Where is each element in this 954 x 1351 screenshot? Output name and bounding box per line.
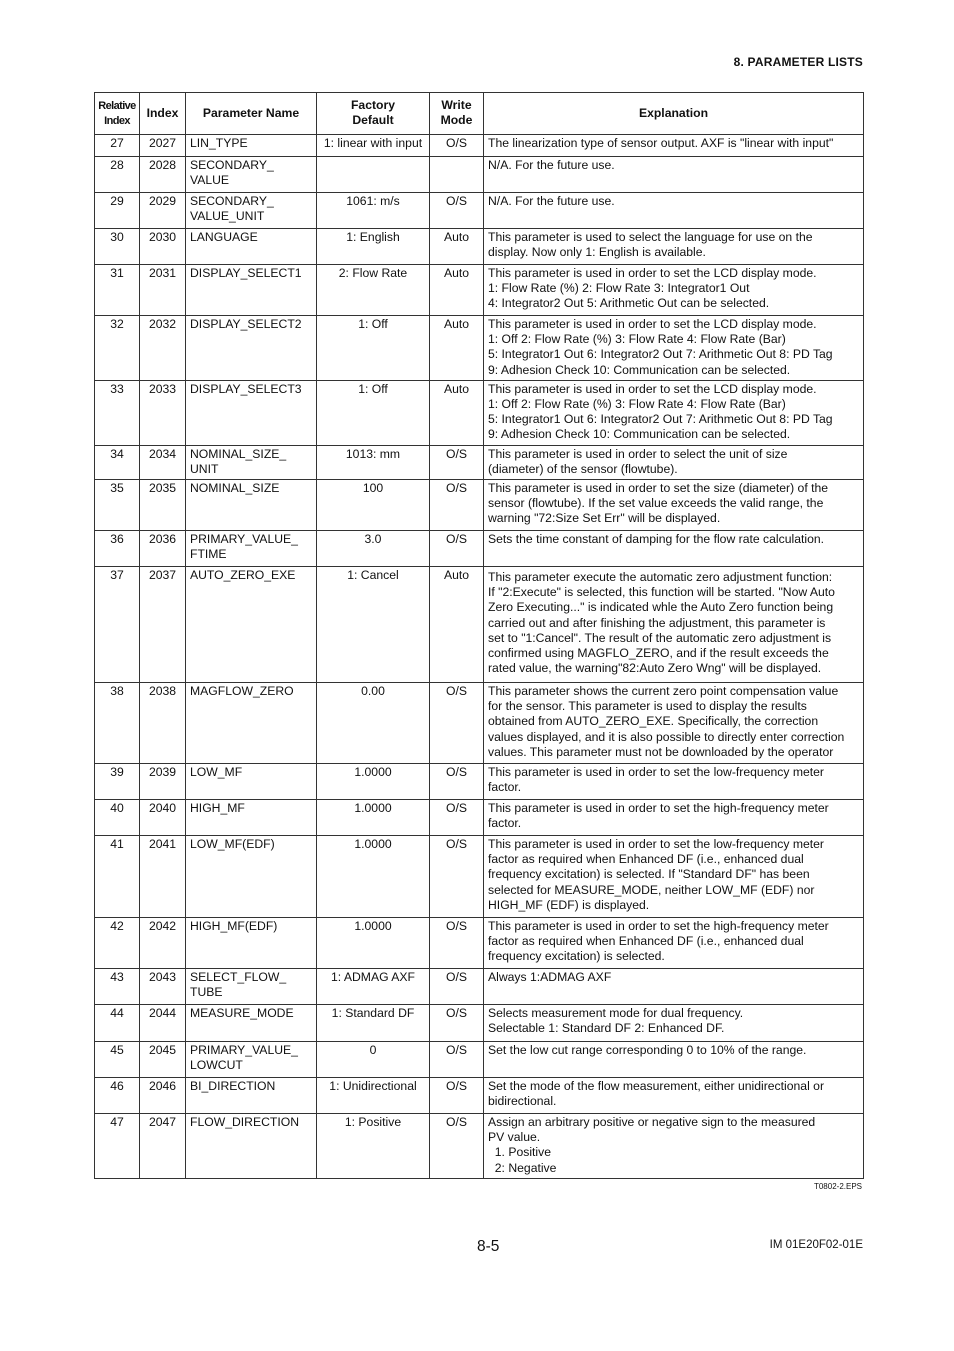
index-cell: 2046 <box>140 1078 186 1114</box>
column-header-parameter-name <box>186 93 317 135</box>
column-header-label: Parameter Name <box>202 105 300 120</box>
relative-index-cell: 29 <box>95 193 140 229</box>
table-row <box>95 157 864 193</box>
table-row <box>95 836 864 918</box>
write-mode-cell: O/S <box>430 193 484 229</box>
relative-index-cell: 43 <box>95 969 140 1005</box>
index-cell: 2036 <box>140 531 186 567</box>
factory-default-cell: 0.00 <box>317 683 430 764</box>
factory-default-cell: 1: English <box>317 229 430 265</box>
page-number: 8-5 <box>477 1238 500 1255</box>
document-id: IM 01E20F02-01E <box>769 1239 863 1251</box>
relative-index-cell: 36 <box>95 531 140 567</box>
index-cell: 2045 <box>140 1042 186 1078</box>
index-cell: 2038 <box>140 683 186 764</box>
parameter-name-cell: DISPLAY_SELECT2 <box>186 316 317 381</box>
table-row <box>95 480 864 531</box>
table-row <box>95 800 864 836</box>
write-mode-cell: Auto <box>430 380 484 445</box>
write-mode-cell: O/S <box>430 480 484 531</box>
write-mode-cell: O/S <box>430 683 484 764</box>
index-cell: 2027 <box>140 135 186 157</box>
parameter-name-cell: BI_DIRECTION <box>186 1078 317 1114</box>
parameter-name-cell: DISPLAY_SELECT3 <box>186 380 317 445</box>
index-cell: 2029 <box>140 193 186 229</box>
index-cell: 2031 <box>140 265 186 316</box>
parameter-name-cell: NOMINAL_SIZE_ UNIT <box>186 445 317 479</box>
index-cell: 2039 <box>140 764 186 800</box>
factory-default-cell: 1: Standard DF <box>317 1005 430 1042</box>
explanation-cell: This parameter is used in order to select the unit of size (diameter) of the sensor (flowtube). <box>484 445 864 479</box>
parameter-name-cell: MEASURE_MODE <box>186 1005 317 1042</box>
write-mode-cell: O/S <box>430 918 484 969</box>
explanation-cell: This parameter is used in order to set the low-frequency meter factor as required when Enhanced DF (i.e., enhanced dual frequency excitation) is selected. If "Standard DF" has been selected for MEASURE_MODE, neither LOW_MF (EDF) nor HIGH_MF (EDF) is displayed. <box>484 836 864 918</box>
factory-default-cell: 1: Off <box>317 316 430 381</box>
column-header-label: Factory Default <box>350 98 396 127</box>
index-cell: 2041 <box>140 836 186 918</box>
explanation-cell: Set the low cut range corresponding 0 to 10% of the range. <box>484 1042 864 1078</box>
table-row <box>95 683 864 764</box>
index-cell: 2040 <box>140 800 186 836</box>
factory-default-cell: 1.0000 <box>317 918 430 969</box>
index-cell: 2034 <box>140 445 186 479</box>
write-mode-cell: O/S <box>430 836 484 918</box>
table-row <box>95 1114 864 1179</box>
index-cell: 2047 <box>140 1114 186 1179</box>
relative-index-cell: 45 <box>95 1042 140 1078</box>
table-row <box>95 135 864 157</box>
parameter-name-cell: HIGH_MF <box>186 800 317 836</box>
relative-index-cell: 37 <box>95 567 140 683</box>
table-row <box>95 764 864 800</box>
relative-index-cell: 41 <box>95 836 140 918</box>
parameter-name-cell: DISPLAY_SELECT1 <box>186 265 317 316</box>
table-row <box>95 1005 864 1042</box>
parameter-name-cell: SECONDARY_ VALUE_UNIT <box>186 193 317 229</box>
write-mode-cell: O/S <box>430 135 484 157</box>
explanation-cell: N/A. For the future use. <box>484 157 864 193</box>
write-mode-cell: O/S <box>430 969 484 1005</box>
write-mode-cell: O/S <box>430 1114 484 1179</box>
write-mode-cell: O/S <box>430 1078 484 1114</box>
relative-index-cell: 42 <box>95 918 140 969</box>
parameter-name-cell: AUTO_ZERO_EXE <box>186 567 317 683</box>
write-mode-cell: O/S <box>430 445 484 479</box>
relative-index-cell: 30 <box>95 229 140 265</box>
relative-index-cell: 44 <box>95 1005 140 1042</box>
index-cell: 2043 <box>140 969 186 1005</box>
factory-default-cell: 1: Off <box>317 380 430 445</box>
write-mode-cell: Auto <box>430 567 484 683</box>
column-header-label: Index <box>146 105 179 120</box>
table-row <box>95 193 864 229</box>
write-mode-cell <box>430 157 484 193</box>
write-mode-cell: O/S <box>430 764 484 800</box>
explanation-cell: Always 1:ADMAG AXF <box>484 969 864 1005</box>
write-mode-cell: O/S <box>430 531 484 567</box>
write-mode-cell: Auto <box>430 316 484 381</box>
column-header-label: Write Mode <box>440 98 473 127</box>
index-cell: 2037 <box>140 567 186 683</box>
parameter-name-cell: NOMINAL_SIZE <box>186 480 317 531</box>
table-header <box>95 93 864 135</box>
factory-default-cell: 3.0 <box>317 531 430 567</box>
explanation-cell: This parameter is used in order to set the LCD display mode. 1: Flow Rate (%) 2: Flow Rate 3: Integrator1 Out 4: Integrator2 Out 5: Arithmetic Out can be selected. <box>484 265 864 316</box>
factory-default-cell: 1: Unidirectional <box>317 1078 430 1114</box>
parameter-name-cell: PRIMARY_VALUE_ LOWCUT <box>186 1042 317 1078</box>
factory-default-cell: 1013: mm <box>317 445 430 479</box>
table-row <box>95 229 864 265</box>
relative-index-cell: 47 <box>95 1114 140 1179</box>
column-header-write-mode <box>430 93 484 135</box>
parameter-name-cell: LOW_MF <box>186 764 317 800</box>
parameter-name-cell: LOW_MF(EDF) <box>186 836 317 918</box>
parameter-table <box>94 92 864 1179</box>
relative-index-cell: 33 <box>95 380 140 445</box>
column-header-relative-index <box>95 93 140 135</box>
table-row <box>95 265 864 316</box>
write-mode-cell: O/S <box>430 1005 484 1042</box>
explanation-cell: This parameter is used in order to set the LCD display mode. 1: Off 2: Flow Rate (%) 3: Flow Rate 4: Flow Rate (Bar) 5: Integrator1 Out 6: Integrator2 Out 7: Arithmetic Out 8: PD Tag 9: Adhesion Check 10: Communication can be selected. <box>484 380 864 445</box>
explanation-cell: The linearization type of sensor output. AXF is "linear with input" <box>484 135 864 157</box>
column-header-explanation <box>484 93 864 135</box>
index-cell: 2028 <box>140 157 186 193</box>
table-row <box>95 531 864 567</box>
explanation-cell: This parameter is used in order to set the high-frequency meter factor as required when Enhanced DF (i.e., enhanced dual frequency excitation) is selected. <box>484 918 864 969</box>
figure-tag: T0802-2.EPS <box>813 1182 862 1191</box>
column-header-factory-default <box>317 93 430 135</box>
parameter-name-cell: FLOW_DIRECTION <box>186 1114 317 1179</box>
table-row <box>95 567 864 683</box>
index-cell: 2030 <box>140 229 186 265</box>
explanation-cell: This parameter execute the automatic zero adjustment function: If "2:Execute" is selected, this function will be started. "Now Auto Zero Executing..." is indicated whle the Auto Zero function being carried out and after finishing the adjustment, this parameter is set to "1:Cancel". The result of the automatic zero adjustment is confirmed using MAGFLO_ZERO, and if the result exceeds the rated value, the warning"82:Auto Zero Wng" will be displayed. <box>484 567 864 683</box>
relative-index-cell: 34 <box>95 445 140 479</box>
parameter-name-cell: HIGH_MF(EDF) <box>186 918 317 969</box>
parameter-name-cell: LIN_TYPE <box>186 135 317 157</box>
write-mode-cell: O/S <box>430 1042 484 1078</box>
factory-default-cell: 1.0000 <box>317 800 430 836</box>
column-header-index <box>140 93 186 135</box>
column-header-label: Explanation <box>638 105 709 120</box>
parameter-name-cell: LANGUAGE <box>186 229 317 265</box>
factory-default-cell: 1.0000 <box>317 764 430 800</box>
table-body <box>95 135 864 1179</box>
relative-index-cell: 27 <box>95 135 140 157</box>
relative-index-cell: 40 <box>95 800 140 836</box>
factory-default-cell <box>317 157 430 193</box>
table-row <box>95 1078 864 1114</box>
write-mode-cell: O/S <box>430 800 484 836</box>
explanation-cell: This parameter is used in order to set the high-frequency meter factor. <box>484 800 864 836</box>
factory-default-cell: 1.0000 <box>317 836 430 918</box>
index-cell: 2033 <box>140 380 186 445</box>
index-cell: 2035 <box>140 480 186 531</box>
table-row <box>95 918 864 969</box>
parameter-name-cell: SELECT_FLOW_ TUBE <box>186 969 317 1005</box>
factory-default-cell: 1: ADMAG AXF <box>317 969 430 1005</box>
explanation-cell: Assign an arbitrary positive or negative sign to the measured PV value. 1. Positive 2: Negative <box>484 1114 864 1179</box>
explanation-cell: N/A. For the future use. <box>484 193 864 229</box>
relative-index-cell: 35 <box>95 480 140 531</box>
relative-index-cell: 31 <box>95 265 140 316</box>
explanation-cell: Selects measurement mode for dual frequency. Selectable 1: Standard DF 2: Enhanced DF. <box>484 1005 864 1042</box>
index-cell: 2044 <box>140 1005 186 1042</box>
factory-default-cell: 0 <box>317 1042 430 1078</box>
table-row <box>95 316 864 381</box>
parameter-name-cell: MAGFLOW_ZERO <box>186 683 317 764</box>
section-header: 8. PARAMETER LISTS <box>733 55 863 69</box>
explanation-cell: This parameter shows the current zero point compensation value for the sensor. This parameter is used to display the results obtained from AUTO_ZERO_EXE. Specifically, the correction values displayed, and it is also possible to directly enter correction values. This parameter must not be downloaded by the operator <box>484 683 864 764</box>
parameter-name-cell: SECONDARY_ VALUE <box>186 157 317 193</box>
factory-default-cell: 2: Flow Rate <box>317 265 430 316</box>
explanation-cell: This parameter is used in order to set the LCD display mode. 1: Off 2: Flow Rate (%) 3: Flow Rate 4: Flow Rate (Bar) 5: Integrator1 Out 6: Integrator2 Out 7: Arithmetic Out 8: PD Tag 9: Adhesion Check 10: Communication can be selected. <box>484 316 864 381</box>
write-mode-cell: Auto <box>430 229 484 265</box>
relative-index-cell: 28 <box>95 157 140 193</box>
explanation-cell: This parameter is used in order to set the size (diameter) of the sensor (flowtube). If the set value exceeds the valid range, the warning "72:Size Set Err" will be displayed. <box>484 480 864 531</box>
table-row <box>95 1042 864 1078</box>
explanation-cell: Sets the time constant of damping for the flow rate calculation. <box>484 531 864 567</box>
factory-default-cell: 1: Cancel <box>317 567 430 683</box>
factory-default-cell: 1061: m/s <box>317 193 430 229</box>
relative-index-cell: 46 <box>95 1078 140 1114</box>
write-mode-cell: Auto <box>430 265 484 316</box>
relative-index-cell: 38 <box>95 683 140 764</box>
index-cell: 2042 <box>140 918 186 969</box>
factory-default-cell: 100 <box>317 480 430 531</box>
table-row <box>95 445 864 479</box>
explanation-cell: This parameter is used to select the language for use on the display. Now only 1: English is available. <box>484 229 864 265</box>
parameter-name-cell: PRIMARY_VALUE_ FTIME <box>186 531 317 567</box>
explanation-cell: Set the mode of the flow measurement, either unidirectional or bidirectional. <box>484 1078 864 1114</box>
index-cell: 2032 <box>140 316 186 381</box>
relative-index-cell: 32 <box>95 316 140 381</box>
table-row <box>95 380 864 445</box>
relative-index-cell: 39 <box>95 764 140 800</box>
factory-default-cell: 1: linear with input <box>317 135 430 157</box>
factory-default-cell: 1: Positive <box>317 1114 430 1179</box>
table-row <box>95 969 864 1005</box>
explanation-cell: This parameter is used in order to set the low-frequency meter factor. <box>484 764 864 800</box>
column-header-label: Relative Index <box>98 99 136 127</box>
